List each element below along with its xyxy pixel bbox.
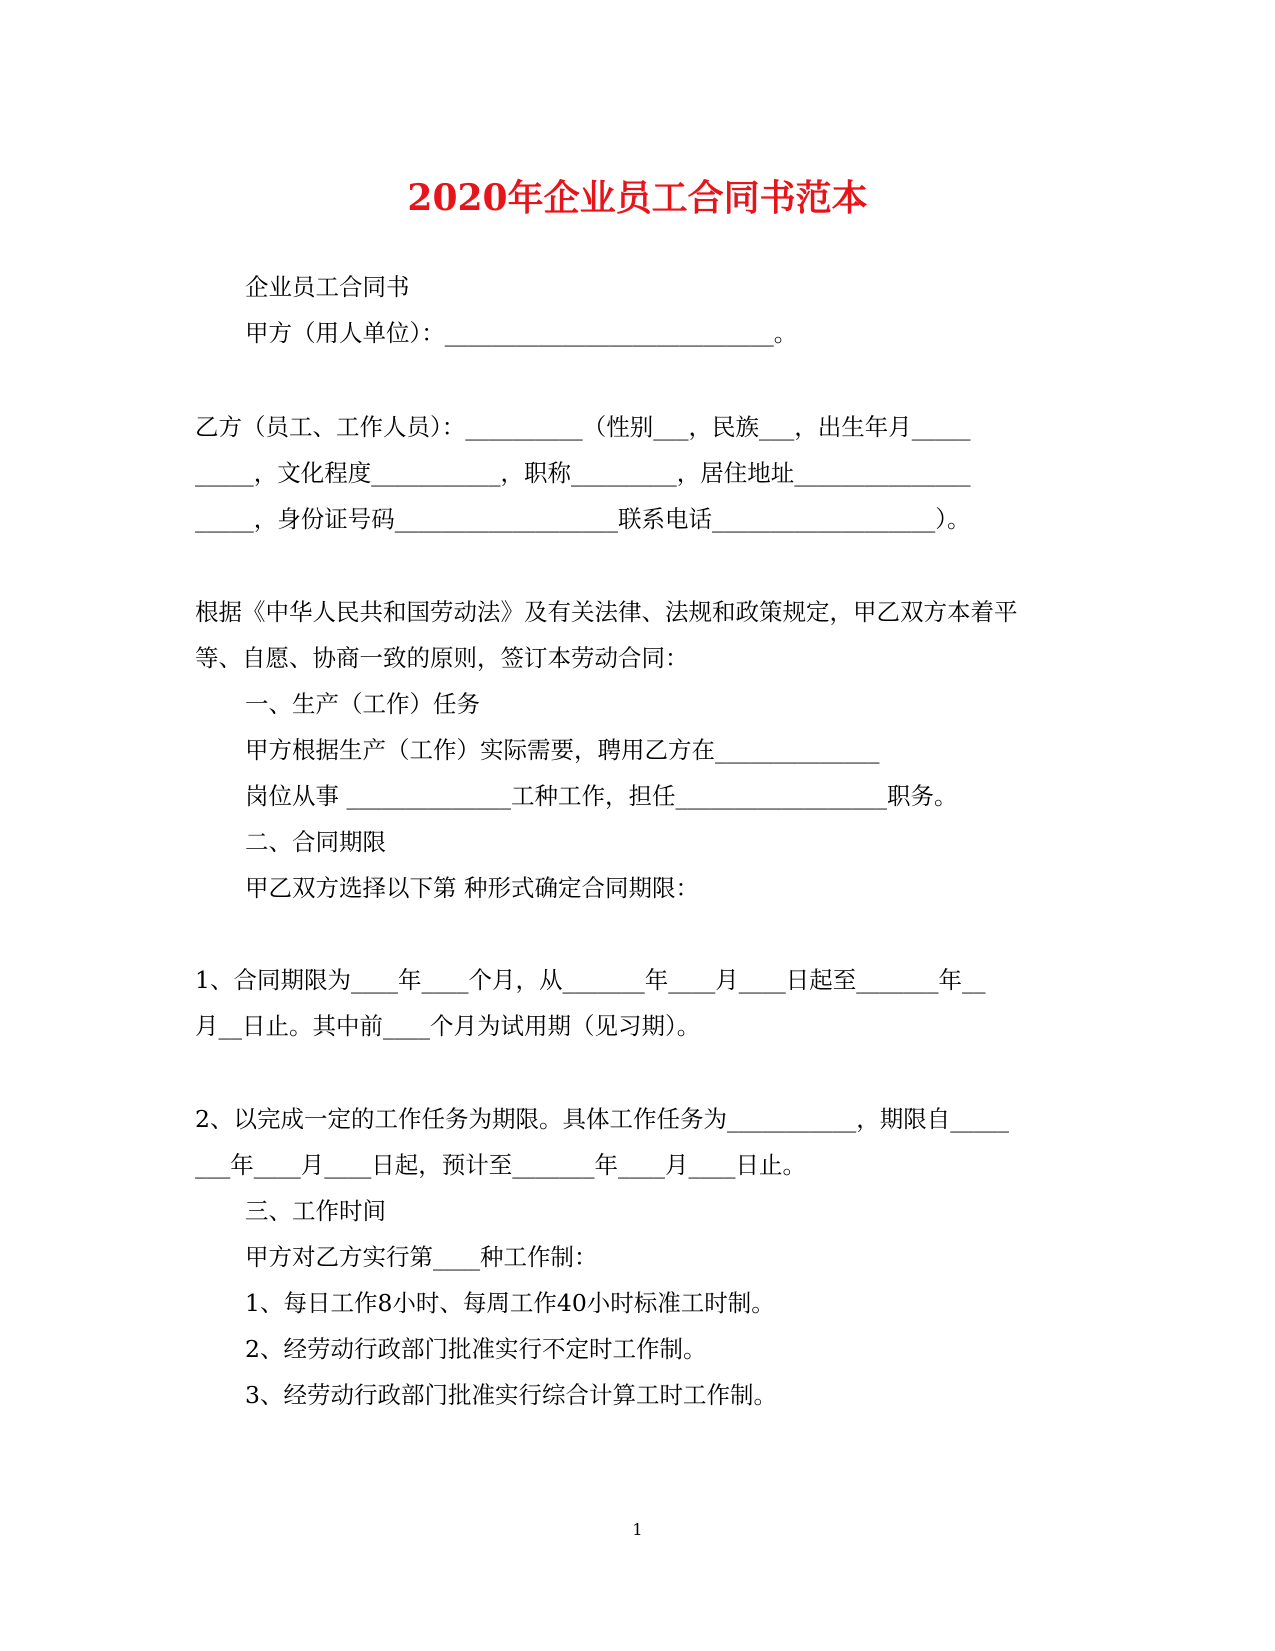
party-b-line-2: _____，文化程度___________，职称_________，居住地址_______________ <box>195 459 971 487</box>
party-b-line-3: _____，身份证号码___________________联系电话___________________）。 <box>195 505 971 533</box>
preamble-line-1: 根据《中华人民共和国劳动法》及有关法律、法规和政策规定，甲乙双方本着平 <box>195 598 1018 626</box>
page-number: 1 <box>632 1520 643 1539</box>
term-option-2-line-1: 2、以完成一定的工作任务为期限。具体工作任务为___________，期限自_____ <box>195 1105 1009 1133</box>
section-1-line-2: 岗位从事 ______________工种工作，担任__________________职务。 <box>245 782 958 810</box>
section-2-intro: 甲乙双方选择以下第 种形式确定合同期限： <box>245 874 699 902</box>
work-system-option-2: 2、经劳动行政部门批准实行不定时工作制。 <box>245 1335 707 1363</box>
preamble-line-2: 等、自愿、协商一致的原则，签订本劳动合同： <box>195 644 689 672</box>
document-title: 2020年企业员工合同书范本 <box>407 177 868 219</box>
section-2-heading: 二、合同期限 <box>245 828 386 856</box>
work-system-option-1: 1、每日工作8小时、每周工作40小时标准工时制。 <box>245 1289 775 1317</box>
section-3-heading: 三、工作时间 <box>245 1197 386 1225</box>
section-1-heading: 一、生产（工作）任务 <box>245 690 480 718</box>
work-system-option-3: 3、经劳动行政部门批准实行综合计算工时工作制。 <box>245 1381 777 1409</box>
party-b-line-1: 乙方（员工、工作人员）：__________（性别___，民族___，出生年月_____ <box>195 413 971 441</box>
term-option-1-line-2: 月__日止。其中前____个月为试用期（见习期）。 <box>195 1012 701 1040</box>
term-option-1-line-1: 1、合同期限为____年____个月，从_______年____月____日起至_______年__ <box>195 966 986 994</box>
term-option-2-line-2: ___年____月____日起，预计至_______年____月____日止。 <box>195 1151 806 1179</box>
section-1-line-1: 甲方根据生产（工作）实际需要，聘用乙方在______________ <box>245 736 880 764</box>
party-a-line: 甲方（用人单位）：____________________________。 <box>245 319 798 347</box>
contract-heading: 企业员工合同书 <box>245 273 410 301</box>
section-3-intro: 甲方对乙方实行第____种工作制： <box>245 1243 598 1271</box>
